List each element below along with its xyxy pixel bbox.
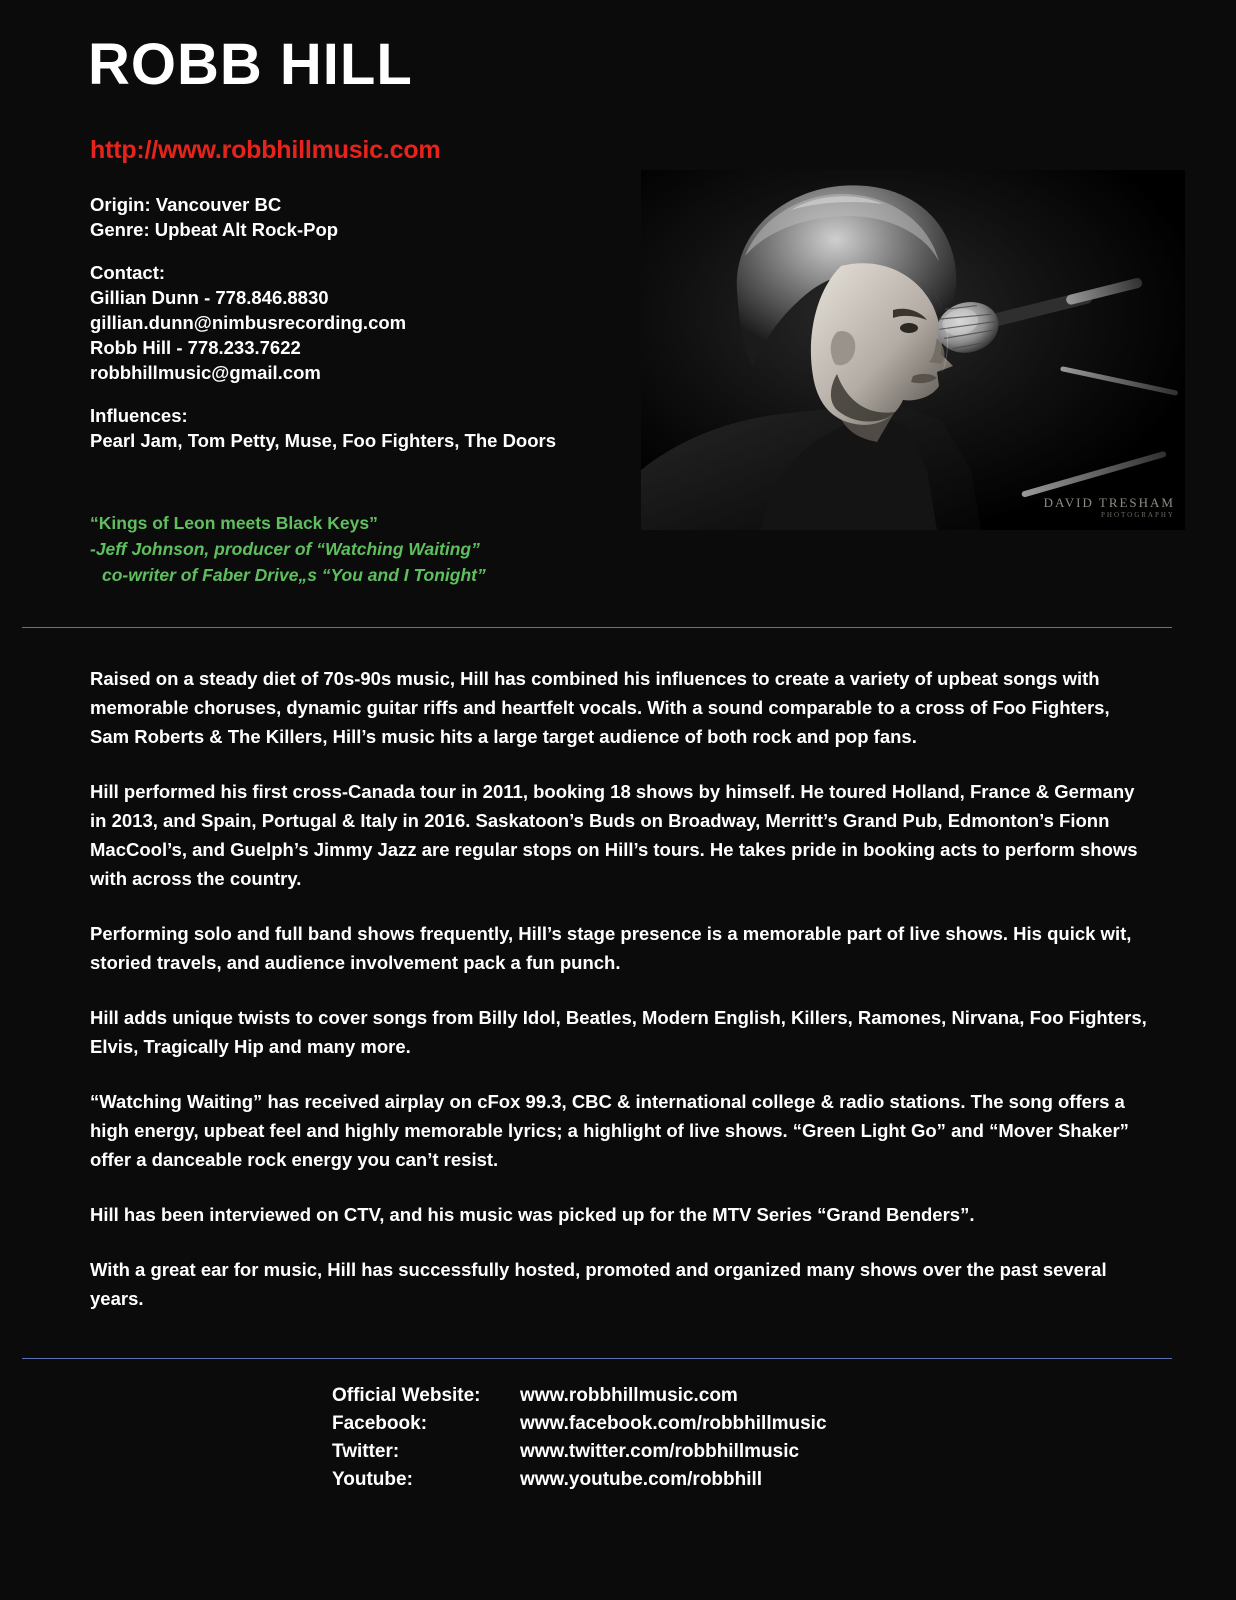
- list-item[interactable]: [332, 1410, 827, 1438]
- list-item[interactable]: [332, 1466, 827, 1494]
- quote-text: “Kings of Leon meets Black Keys”: [90, 513, 378, 533]
- quote-attribution: -Jeff Johnson, producer of “Watching Waiting”: [90, 539, 480, 559]
- bio-paragraph: Performing solo and full band shows frequently, Hill’s stage presence is a memorable part of live shows. His quick wit, storied travels, and audience involvement pack a fun punch.: [90, 923, 1132, 973]
- list-item[interactable]: [332, 1438, 827, 1466]
- origin-genre-group: [90, 192, 630, 242]
- bio-paragraph: “Watching Waiting” has received airplay on cFox 99.3, CBC & international college & radio stations. The song offers a high energy, upbeat feel and highly memorable lyrics; a highlight of live shows. “Green Light Go” and “Mover Shaker” offer a danceable rock energy you can’t resist.: [90, 1091, 1129, 1170]
- website-link[interactable]: http://www.robbhillmusic.com: [90, 136, 441, 164]
- social-label: Facebook:: [332, 1413, 428, 1434]
- artist-info-block: [90, 192, 630, 453]
- bio-paragraph: With a great ear for music, Hill has successfully hosted, promoted and organized many shows over the past several years.: [90, 1259, 1107, 1309]
- artist-photo-image: [641, 170, 1185, 530]
- divider-top: [22, 627, 1172, 628]
- photo-credit-sub: PHOTOGRAPHY: [1101, 511, 1175, 519]
- pull-quote: [90, 510, 650, 588]
- contact-artist-name-phone: Robb Hill - 778.233.7622: [90, 337, 301, 358]
- origin-line: Origin: Vancouver BC: [90, 194, 282, 215]
- page-title: ROBB HILL: [88, 32, 413, 97]
- genre-line: Genre: Upbeat Alt Rock-Pop: [90, 219, 339, 240]
- social-value[interactable]: www.facebook.com/robbhillmusic: [520, 1413, 827, 1434]
- list-item[interactable]: [332, 1382, 827, 1410]
- social-value[interactable]: www.twitter.com/robbhillmusic: [520, 1441, 800, 1462]
- social-value[interactable]: www.robbhillmusic.com: [520, 1385, 738, 1406]
- contact-manager-name-phone: Gillian Dunn - 778.846.8830: [90, 287, 329, 308]
- social-links: [332, 1382, 827, 1494]
- influences-list: Pearl Jam, Tom Petty, Muse, Foo Fighters, The Doors: [90, 430, 557, 451]
- influences-group: [90, 403, 630, 453]
- social-label: Twitter:: [332, 1441, 400, 1462]
- influences-heading: Influences:: [90, 405, 188, 426]
- bio-paragraph: Hill adds unique twists to cover songs from Billy Idol, Beatles, Modern English, Killers, Ramones, Nirvana, Foo Fighters, Elvis, Tragically Hip and many more.: [90, 1007, 1147, 1057]
- social-label: Official Website:: [332, 1385, 481, 1406]
- bio-paragraph: Hill has been interviewed on CTV, and his music was picked up for the MTV Series “Grand Benders”.: [90, 1204, 975, 1225]
- contact-heading: Contact:: [90, 262, 166, 283]
- photo-credit: [1044, 496, 1175, 522]
- photo-credit-name: DAVID TRESHAM: [1043, 495, 1175, 510]
- quote-attribution-sub: co-writer of Faber Drive„s “You and I Tonight”: [102, 565, 486, 585]
- contact-manager-email[interactable]: gillian.dunn@nimbusrecording.com: [90, 312, 407, 333]
- bio-paragraph: Raised on a steady diet of 70s-90s music, Hill has combined his influences to create a variety of upbeat songs with memorable choruses, dynamic guitar riffs and heartfelt vocals. With a sound comparable to a cross of Foo Fighters, Sam Roberts & The Killers, Hill’s music hits a large target audience of both rock and pop fans.: [90, 668, 1110, 747]
- bio-paragraph: Hill performed his first cross-Canada tour in 2011, booking 18 shows by himself. He toured Holland, France & Germany in 2013, and Spain, Portugal & Italy in 2016. Saskatoon’s Buds on Broadway, Merritt’s Grand Pub, Edmonton’s Fionn MacCool’s, and Guelph’s Jimmy Jazz are regular stops on Hill’s tours. He takes pride in booking acts to perform shows with across the country.: [90, 781, 1138, 889]
- contact-group: [90, 260, 630, 385]
- biography: [90, 664, 1150, 1313]
- artist-photo: [641, 170, 1185, 530]
- divider-bottom: [22, 1358, 1172, 1359]
- social-value[interactable]: www.youtube.com/robbhill: [520, 1469, 763, 1490]
- social-label: Youtube:: [332, 1469, 413, 1490]
- contact-artist-email[interactable]: robbhillmusic@gmail.com: [90, 362, 321, 383]
